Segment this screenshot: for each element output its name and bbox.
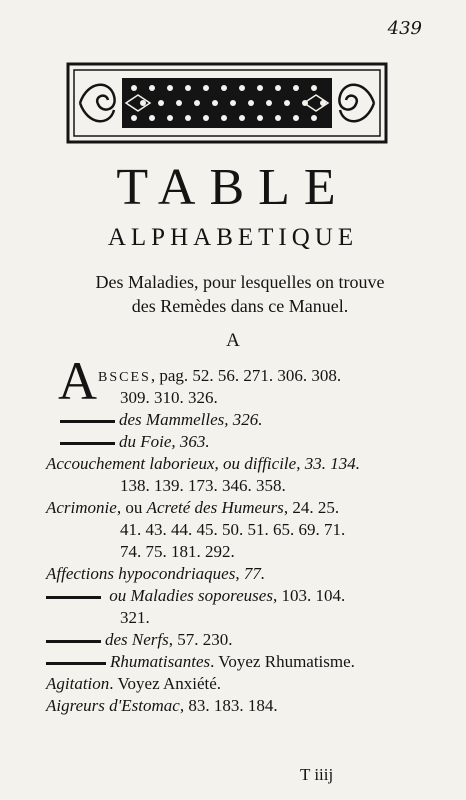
section-letter: A bbox=[226, 330, 240, 351]
entry-pages: , pag. 52. 56. 271. 306. 308. bbox=[150, 366, 342, 385]
index-entry bbox=[46, 454, 360, 474]
entry-text: ou Maladies soporeuses bbox=[109, 586, 273, 605]
entry-text: du Foie, 363. bbox=[119, 432, 210, 451]
entry-text: Rhumatisantes bbox=[110, 652, 211, 671]
ditto-dash bbox=[46, 662, 106, 665]
entry-text: Acreté des Humeurs bbox=[146, 498, 284, 517]
index-entry bbox=[46, 674, 221, 694]
ditto-dash bbox=[46, 596, 101, 599]
entry-text: des Nerfs bbox=[105, 630, 169, 649]
index-entry bbox=[60, 432, 210, 452]
index-entry bbox=[46, 586, 345, 606]
entry-pages: , 83. 183. 184. bbox=[179, 696, 278, 715]
page-title: TABLE bbox=[116, 159, 350, 216]
entry-text: . Voyez Anxiété. bbox=[109, 674, 222, 693]
intro-line: des Remèdes dans ce Manuel. bbox=[131, 296, 349, 316]
entry-headword: Agitation bbox=[46, 674, 110, 693]
index-entry-continuation: 138. 139. 173. 346. 358. bbox=[120, 476, 286, 495]
entry-pages: , 24. 25. bbox=[283, 498, 340, 517]
dropcap-letter: A bbox=[58, 351, 97, 411]
index-entry bbox=[46, 498, 339, 518]
ditto-dash bbox=[60, 420, 115, 423]
page-number: 439 bbox=[387, 18, 422, 39]
entry-pages: , 57. 230. bbox=[168, 630, 233, 649]
signature-mark: T iiij bbox=[300, 765, 334, 784]
intro-line: Des Maladies, pour lesquelles on trouve bbox=[95, 272, 385, 292]
entry-text: des Mammelles, 326. bbox=[119, 410, 263, 429]
ditto-dash bbox=[60, 442, 115, 445]
ditto-dash bbox=[46, 640, 101, 643]
entry-text: . Voyez Rhumatisme. bbox=[210, 652, 355, 671]
entry-text: , ou bbox=[116, 498, 147, 517]
index-entry bbox=[46, 630, 233, 650]
index-entry bbox=[60, 410, 263, 430]
entry-headword: Accouchement laborieux bbox=[46, 454, 215, 473]
index-entry bbox=[46, 652, 355, 672]
index-entry: Affections hypocondriaques, 77. bbox=[46, 564, 266, 583]
entry-headword: BSCES bbox=[98, 370, 151, 385]
entry-headword: Aigreurs d'Estomac bbox=[46, 696, 180, 715]
entry-text: , ou difficile, 33. 134. bbox=[214, 454, 360, 473]
index-entry bbox=[46, 696, 278, 716]
index-entry-continuation: 309. 310. 326. bbox=[120, 388, 218, 407]
index-entry bbox=[98, 366, 341, 388]
index-entry-continuation: 74. 75. 181. 292. bbox=[120, 542, 235, 561]
entry-headword: Acrimonie bbox=[46, 498, 117, 517]
entry-pages: , 103. 104. bbox=[272, 586, 346, 605]
page-subtitle: ALPHABETIQUE bbox=[107, 224, 359, 251]
index-entry-continuation: 321. bbox=[120, 608, 150, 627]
index-entry-continuation: 41. 43. 44. 45. 50. 51. 65. 69. 71. bbox=[120, 520, 346, 539]
